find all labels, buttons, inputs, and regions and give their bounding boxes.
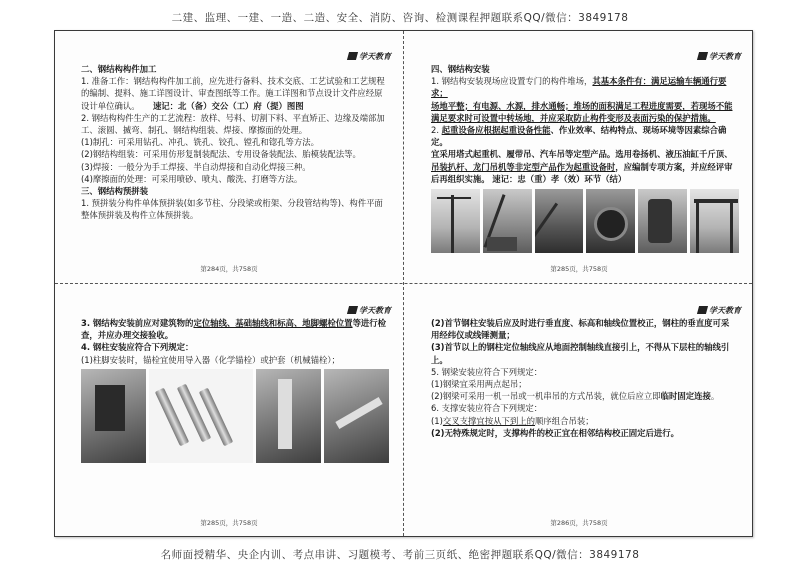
- section-heading: 三、钢结构预拼装: [81, 186, 148, 197]
- photo-tower-crane: [431, 189, 480, 253]
- paragraph: 2. 起重设备应根据起重设备性能、作业效率、结构特点、现场环境等因素综合确定。: [431, 125, 727, 148]
- page-number: 第285页，共758页: [550, 265, 608, 273]
- paragraph: (3)焊接：一般分为手工焊接、半自动焊接和自动化焊接三种。: [81, 161, 311, 172]
- mnemonic: 速记：忠（重）孝（效）环节（结）: [492, 173, 627, 184]
- logo-icon: [347, 306, 358, 314]
- photo-expansion-bolts: [149, 369, 253, 463]
- page-285b: [59, 287, 399, 535]
- section-heading: 二、钢结构构件加工: [81, 64, 157, 74]
- photo-column-base: [81, 369, 146, 463]
- paragraph: (3)首节以上的钢柱定位轴线应从地面控制轴线直接引上，不得从下层柱的轴线引: [431, 342, 730, 353]
- paragraph: 2. 钢结构构件生产的工艺流程：放样、号料、切割下料、平直矫正、边缘及端部加: [81, 112, 385, 123]
- paragraph: 1. 准备工作：钢结构构件加工前，应先进行备料、技术交底、工艺试验和工艺规程: [81, 76, 385, 87]
- paragraph: 查，并应办理交接验收。: [81, 330, 174, 341]
- brand-logo: 学天教育: [698, 51, 741, 63]
- photo-crawler-crane: [483, 189, 532, 253]
- brand-logo: 学天教育: [348, 305, 391, 317]
- paragraph: 3. 钢结构安装前应对建筑物的定位轴线、基础轴线和标高、地脚螺栓位置等进行检: [81, 318, 387, 328]
- paragraph: 吊装扒杆、龙门吊机等非定型产品作为起重设备时，应编制专项方案，并应经评审: [431, 161, 733, 172]
- logo-icon: [347, 52, 358, 60]
- paragraph: 5. 钢梁安装应符合下列规定：: [431, 366, 543, 377]
- paragraph: (2)钢结构组装：可采用仿形复制装配法、专用设备装配法、胎模装配法等。: [81, 149, 361, 160]
- anchor-bolt-photos: [81, 369, 389, 463]
- paragraph: 1. 钢结构安装现场应设置专门的构件堆场，其基本条件有：满足运输车辆通行要求；: [431, 76, 727, 99]
- paragraph: 宜采用塔式起重机、履带吊、汽车吊等定型产品。选用卷扬机、液压油缸千斤顶、: [431, 149, 733, 160]
- document-sheet: [54, 30, 753, 537]
- paragraph: 满足要求时可设置中转场地，并应采取防止构件变形及表面污染的保护措施。: [431, 112, 716, 123]
- vertical-fold-line: [403, 31, 404, 536]
- paragraph: (1)交叉支撑宜按从下到上的顺序组合吊装；: [431, 415, 594, 426]
- paragraph: 的编制、提料、施工详图设计、审查图纸等工作。施工详图和节点设计文件应经原: [81, 88, 383, 99]
- paragraph: 上。: [431, 354, 448, 365]
- paragraph: 场地平整；有电源、水源，排水通畅；堆场的面积满足工程进度需要，若现场不能: [431, 100, 733, 111]
- crane-photos: [431, 189, 739, 253]
- page-number: 第285页，共758页: [200, 519, 258, 527]
- brand-logo: 学天教育: [348, 51, 391, 63]
- paragraph: (1)钢梁宜采用两点起吊；: [431, 379, 527, 390]
- paragraph: 4. 钢柱安装应符合下列规定：: [81, 342, 194, 353]
- paragraph: 整体预拼装及构件立体预拼装。: [81, 210, 199, 221]
- paragraph: (1)柱脚安装时，锚栓宜使用导入器（化学锚栓）或护套（机械锚栓）；: [81, 354, 340, 365]
- photo-chemical-anchor: [256, 369, 321, 463]
- paragraph: 工、滚圆、揻弯、制孔、钢结构组装、焊接、摩擦面的处理。: [81, 125, 308, 136]
- paragraph: 用经纬仪或线锤测量；: [431, 330, 515, 341]
- paragraph: (2)首节钢柱安装后应及时进行垂直度、标高和轴线位置校正，钢柱的垂直度可采: [431, 318, 730, 328]
- paragraph: (4)摩擦面的处理：可采用喷砂、喷丸、酸洗、打磨等方法。: [81, 173, 303, 184]
- paragraph: 1. 预拼装分构件单体预拼装(如多节柱、分段梁或桁架、分段管结构等)、构件平面: [81, 198, 383, 209]
- page-number: 第284页，共758页: [200, 265, 258, 273]
- photo-hydraulic-jack: [638, 189, 687, 253]
- paragraph: (1)制孔：可采用钻孔、冲孔、铣孔、铰孔、镗孔和锪孔等方法。: [81, 137, 319, 148]
- paragraph: 6. 支撑安装应符合下列规定：: [431, 403, 543, 414]
- page-286: [409, 287, 749, 535]
- logo-icon: [697, 306, 708, 314]
- page-number: 第286页，共758页: [550, 519, 608, 527]
- photo-anchor-installation: [324, 369, 389, 463]
- page-284: [59, 33, 399, 281]
- top-banner: 二建、监理、一建、一造、二造、安全、消防、咨询、检测课程押题联系QQ/微信：3849178: [171, 12, 629, 24]
- brand-logo: 学天教育: [698, 305, 741, 317]
- paragraph: 后再组织实施。 速记：忠（重）孝（效）环节（结）: [431, 173, 627, 184]
- paragraph: (2)钢梁可采用一机一吊或一机串吊的方式吊装，就位后应立即临时固定连接。: [431, 391, 720, 402]
- mnemonic: 速记：北（备）交公（工）府（提）图图: [152, 100, 304, 111]
- paragraph: 设计单位确认。 速记：北（备）交公（工）府（提）图图: [81, 100, 304, 111]
- photo-truck-crane: [535, 189, 584, 253]
- page-285: [409, 33, 749, 281]
- logo-icon: [697, 52, 708, 60]
- paragraph: (2)无特殊规定时，支撑构件的校正宜在相邻结构校正固定后进行。: [431, 427, 679, 438]
- bottom-banner: 名师面授精华、央企内训、考点串讲、习题模考、考前三页纸、绝密押题联系QQ/微信：3849178: [160, 549, 640, 561]
- section-heading: 四、钢结构安装: [431, 64, 490, 74]
- photo-gantry-crane: [690, 189, 739, 253]
- photo-winch: [586, 189, 635, 253]
